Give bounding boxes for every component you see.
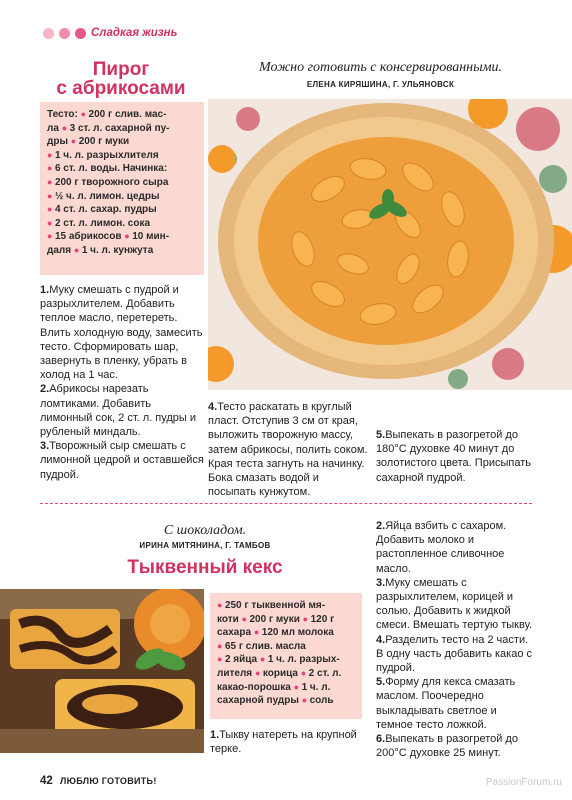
ingredient-item: сахара	[217, 627, 254, 639]
step-number: 3.	[40, 440, 50, 453]
step-number: 1.	[40, 284, 50, 296]
bullet-icon: ●	[47, 190, 55, 201]
bullet-icon: ●	[47, 204, 55, 215]
recipe1-step-1	[40, 283, 204, 382]
step-number: 2.	[40, 383, 50, 396]
ingredient-item: 120 мл молока	[261, 627, 334, 639]
recipe1-author: ЕЛЕНА КИРЯШИНА, Г. УЛЬЯНОВСК	[306, 80, 455, 89]
ingredient-item: 65 г слив. масла	[224, 640, 306, 652]
recipe1-title	[42, 60, 200, 98]
step-text: Творожный сыр смешать с лимонной цедрой и оставшейся пудрой.	[40, 440, 204, 481]
bullet-icon: ●	[47, 176, 55, 187]
step-text: Муку смешать с разрыхлителем, корицей и солью. Добавить к жидкой смеси. Вмешать тертую тыкву.	[376, 576, 533, 632]
recipe1-ingredients	[40, 102, 204, 275]
ingredient-item: 200 г муки	[78, 136, 130, 148]
step-number: 5.	[376, 429, 386, 441]
ingredient-item: 1 ч. л. разрыхлителя	[54, 149, 159, 161]
bullet-icon: ●	[47, 217, 55, 228]
recipe2-step-3	[376, 576, 536, 633]
section-divider	[40, 503, 532, 504]
ingredient-item: 250 г тыквенной мя-	[224, 600, 326, 611]
ingredient-item: 120 г	[310, 613, 335, 625]
ingredient-item: 2 ст. л. лимон. сока	[54, 217, 151, 229]
ingredient-item: 10 мин-	[132, 231, 170, 243]
ingredient-item: Тесто:	[47, 109, 81, 120]
ingredient-item: 15 абрикосов	[54, 231, 125, 243]
section-label: Сладкая жизнь	[91, 27, 178, 39]
pumpkin-cake-photo	[0, 589, 204, 753]
ingredient-item: корица	[262, 667, 301, 679]
step-text: Выпекать в разогретой до 200°С духовке 25 минут.	[376, 733, 518, 760]
ingredient-item: коти	[217, 613, 242, 625]
ingredient-item: даля	[47, 244, 74, 256]
recipe2-step-6	[376, 732, 536, 760]
dot-icon	[43, 28, 54, 39]
bullet-icon: ●	[47, 231, 55, 242]
step-text: Тесто раскатать в круглый пласт. Отступив 3 см от края, выложить творожную массу, затем абрикосы, полить соком. Края теста загнуть на начинку. Бока смазать водой и посыпать кунжутом.	[208, 401, 368, 499]
bullet-icon: ●	[217, 654, 225, 665]
bullet-icon: ●	[217, 640, 225, 651]
step-text: Муку смешать с пудрой и разрыхлителем. Добавить теплое масло, перетереть. Влить холодную воду, замесить тесто. Сформировать шар, завернуть в пленку, убрать в холод на 1 час.	[40, 284, 203, 382]
step-text: Абрикосы нарезать ломтиками. Добавить лимонный сок, 2 ст. л. пудры и рубленый миндаль.	[40, 383, 197, 439]
ingredient-item: какао-порошка	[217, 681, 294, 693]
recipe2-step-1	[210, 728, 368, 756]
ingredient-item: 1 ч. л. кунжута	[81, 244, 154, 256]
bullet-icon: ●	[302, 613, 311, 624]
recipe2-ingredients	[210, 593, 362, 719]
bullet-icon: ●	[253, 627, 262, 638]
bullet-icon: ●	[293, 681, 302, 692]
recipe2-step-4	[376, 633, 536, 676]
step-text: Тыкву натереть на крупной терке.	[210, 729, 357, 756]
recipe2-author: ИРИНА МИТЯНИНА, Г. ТАМБОВ	[139, 541, 271, 550]
bullet-icon: ●	[47, 163, 55, 174]
recipe2-step-2	[376, 519, 536, 576]
step-number: 6.	[376, 733, 386, 746]
bullet-icon: ●	[217, 600, 225, 610]
bullet-icon: ●	[80, 109, 89, 119]
recipe1-steps-col1	[40, 283, 204, 482]
bullet-icon: ●	[124, 231, 133, 242]
step-number: 1.	[210, 729, 220, 741]
bullet-icon: ●	[259, 654, 268, 665]
recipe2-step-5	[376, 675, 536, 732]
ingredient-item: лителя	[217, 667, 255, 679]
ingredient-item: 200 г муки	[249, 613, 303, 625]
bullet-icon: ●	[73, 244, 82, 255]
step-text: Разделить тесто на 2 части. В одну часть добавить какао с пудрой.	[376, 633, 533, 675]
step-number: 4.	[208, 401, 218, 413]
ingredient-item: ½ ч. л. лимон. цедры	[54, 190, 160, 202]
ingredient-item: дры	[47, 136, 71, 148]
step-text: Яйца взбить с сахаром. Добавить молоко и растопленное сливочное масло.	[376, 520, 507, 575]
ingredient-item: 2 яйца	[224, 654, 260, 666]
step-number: 3.	[376, 576, 386, 589]
step-text: Выпекать в разогретой до 180°С духовке 40 минут до золотистого цвета. Присыпать сахарной пудрой.	[376, 429, 531, 484]
recipe2-title: Тыквенный кекс	[127, 557, 283, 578]
recipe2-steps-col3	[376, 519, 536, 760]
bullet-icon: ●	[300, 667, 309, 678]
ingredient-item: 200 г творожного сыра	[54, 176, 169, 188]
step-number: 2.	[376, 520, 386, 532]
bullet-icon: ●	[61, 122, 70, 133]
bullet-icon: ●	[241, 613, 250, 624]
recipe1-subtitle: Можно готовить с консервированными.	[259, 60, 502, 75]
step-number: 4.	[376, 633, 386, 646]
step-number: 5.	[376, 676, 386, 689]
recipe1-step-2	[40, 382, 204, 439]
ingredient-item: 1 ч. л. разрых-	[267, 654, 340, 666]
ingredient-item: 200 г слив. мас-	[88, 109, 167, 120]
ingredient-item: 6 ст. л. воды. Начинка:	[54, 163, 168, 175]
ingredient-item: 3 ст. л. сахарной пу-	[69, 122, 170, 134]
recipe2-subtitle: С шоколадом.	[163, 523, 247, 538]
page-number: 42	[40, 775, 53, 787]
magazine-name: ЛЮБЛЮ ГОТОВИТЬ!	[60, 776, 157, 786]
ingredient-item: 4 ст. л. сахар. пудры	[54, 204, 157, 216]
bullet-icon: ●	[70, 136, 79, 147]
dot-icon	[59, 28, 70, 39]
recipe1-step-5	[376, 428, 536, 485]
ingredient-item: ла	[47, 122, 62, 134]
dot-icon	[75, 28, 86, 39]
recipe1-title-line1: Пирог	[92, 59, 150, 80]
ingredient-item: 1 ч. л.	[301, 681, 331, 693]
step-text: Форму для кекса смазать маслом. Поочередно выкладывать светлое и темное тесто ложкой.	[376, 676, 516, 731]
ingredient-item: сахарной пудры	[217, 695, 302, 707]
ingredient-item: 2 ст. л.	[308, 667, 342, 679]
bullet-icon: ●	[301, 695, 310, 706]
recipe1-step-3	[40, 439, 204, 482]
apricot-pie-photo	[208, 99, 572, 390]
ingredient-item: соль	[309, 695, 334, 707]
recipe1-step-4	[208, 400, 368, 499]
section-dots-icon	[43, 28, 86, 39]
recipe1-title-line2: с абрикосами	[56, 78, 186, 99]
bullet-icon: ●	[254, 667, 263, 678]
bullet-icon: ●	[47, 149, 55, 160]
watermark: PassionForum.ru	[485, 777, 562, 788]
